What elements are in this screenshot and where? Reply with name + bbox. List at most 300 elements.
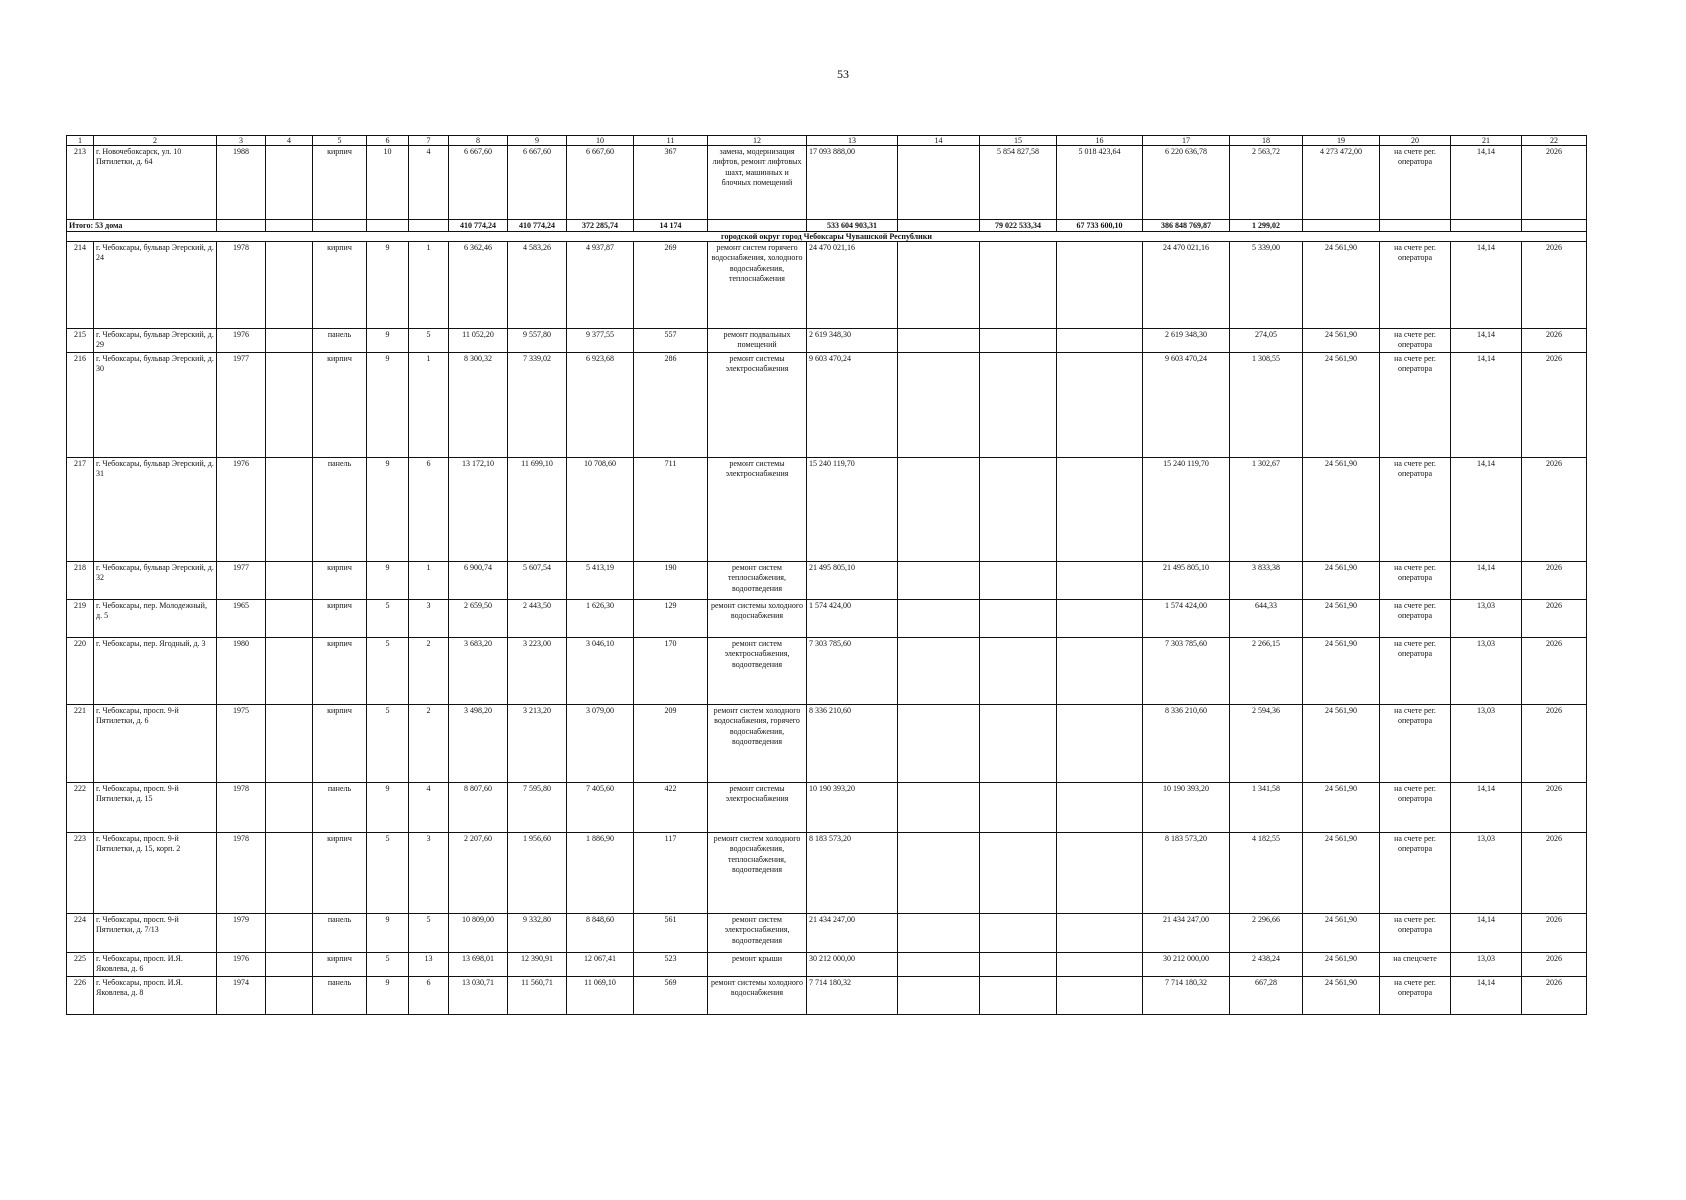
cell-work: ремонт систем холодного водоснабжения, горячего водоснабжения, водоотведения <box>708 705 807 783</box>
cell-wall: панель <box>313 783 367 833</box>
cell-unit-cost: 274,05 <box>1230 329 1303 353</box>
cell-limit: 24 561,90 <box>1303 833 1380 914</box>
cell-c16 <box>1057 833 1143 914</box>
cell-area-res: 4 937,87 <box>567 242 634 329</box>
cell-c15 <box>980 353 1057 458</box>
cell-c4 <box>266 977 313 1015</box>
cell-limit: 24 561,90 <box>1303 600 1380 638</box>
cell-term: 2026 <box>1522 833 1587 914</box>
total-area-total: 410 774,24 <box>449 220 508 232</box>
cell-unit-cost: 3 833,38 <box>1230 562 1303 600</box>
total-c16: 67 733 600,10 <box>1057 220 1143 232</box>
cell-cost-total: 10 190 393,20 <box>807 783 898 833</box>
cell-residents: 711 <box>634 458 708 562</box>
cell-area-living: 7 339,02 <box>508 353 567 458</box>
cell-residents: 190 <box>634 562 708 600</box>
cell-c15 <box>980 705 1057 783</box>
cell-wall: кирпич <box>313 353 367 458</box>
section-row <box>67 232 1587 242</box>
cell-area-total: 13 030,71 <box>449 977 508 1015</box>
cell-c4 <box>266 329 313 353</box>
cell-term: 2026 <box>1522 562 1587 600</box>
cell-no: 214 <box>67 242 94 329</box>
cell-area-res: 5 413,19 <box>567 562 634 600</box>
cell-c17: 8 183 573,20 <box>1143 833 1230 914</box>
cell-c4 <box>266 562 313 600</box>
cell-year: 1978 <box>217 833 266 914</box>
cell-rate: 13,03 <box>1451 833 1522 914</box>
cell-rate: 14,14 <box>1451 914 1522 953</box>
table-row <box>67 977 1587 1015</box>
total-cost-total: 533 604 903,31 <box>807 220 898 232</box>
cell-residents: 209 <box>634 705 708 783</box>
cell-no: 226 <box>67 977 94 1015</box>
cell-term: 2026 <box>1522 329 1587 353</box>
cell-residents: 557 <box>634 329 708 353</box>
column-number-row <box>67 136 1587 146</box>
cell-rate: 13,03 <box>1451 638 1522 705</box>
cell-year: 1977 <box>217 562 266 600</box>
cell-c17: 7 714 180,32 <box>1143 977 1230 1015</box>
cell-area-living: 11 699,10 <box>508 458 567 562</box>
cell-cost-total: 8 183 573,20 <box>807 833 898 914</box>
cell-address: г. Чебоксары, просп. И.Я. Яковлева, д. 8 <box>94 977 217 1015</box>
cell-term: 2026 <box>1522 458 1587 562</box>
table-row <box>67 146 1587 220</box>
cell-term: 2026 <box>1522 953 1587 977</box>
cell-c16 <box>1057 458 1143 562</box>
cell-limit: 24 561,90 <box>1303 242 1380 329</box>
column-number: 9 <box>508 136 567 146</box>
cell-area-living: 5 607,54 <box>508 562 567 600</box>
total-residents: 14 174 <box>634 220 708 232</box>
cell-limit: 24 561,90 <box>1303 458 1380 562</box>
cell-wall: панель <box>313 914 367 953</box>
cell-rate: 14,14 <box>1451 329 1522 353</box>
cell-c15 <box>980 914 1057 953</box>
cell-c14 <box>898 600 980 638</box>
total-area-res: 372 285,74 <box>567 220 634 232</box>
cell-unit-cost: 667,28 <box>1230 977 1303 1015</box>
cell-limit: 24 561,90 <box>1303 783 1380 833</box>
cell-address: г. Чебоксары, пер. Ягодный, д. 3 <box>94 638 217 705</box>
table-row <box>67 458 1587 562</box>
cell-c15 <box>980 953 1057 977</box>
cell-limit: 24 561,90 <box>1303 977 1380 1015</box>
cell-c4 <box>266 353 313 458</box>
cell-c16 <box>1057 783 1143 833</box>
cell-year: 1988 <box>217 146 266 220</box>
cell-method: на счете рег. оператора <box>1380 833 1451 914</box>
cell-year: 1976 <box>217 953 266 977</box>
cell-method: на счете рег. оператора <box>1380 783 1451 833</box>
cell-area-res: 9 377,55 <box>567 329 634 353</box>
cell-area-total: 13 698,01 <box>449 953 508 977</box>
table-row <box>67 833 1587 914</box>
cell-unit-cost: 1 308,55 <box>1230 353 1303 458</box>
cell-rate: 14,14 <box>1451 783 1522 833</box>
cell-limit: 24 561,90 <box>1303 353 1380 458</box>
cell-address: г. Чебоксары, просп. И.Я. Яковлева, д. 6 <box>94 953 217 977</box>
cell-area-living: 6 667,60 <box>508 146 567 220</box>
cell-residents: 561 <box>634 914 708 953</box>
column-number: 14 <box>898 136 980 146</box>
cell-entrances: 3 <box>409 600 449 638</box>
cell-cost-total: 17 093 888,00 <box>807 146 898 220</box>
cell-term: 2026 <box>1522 914 1587 953</box>
cell-c15 <box>980 242 1057 329</box>
column-number: 19 <box>1303 136 1380 146</box>
cell-term: 2026 <box>1522 242 1587 329</box>
cell-c16: 5 018 423,64 <box>1057 146 1143 220</box>
cell-unit-cost: 4 182,55 <box>1230 833 1303 914</box>
cell-residents: 569 <box>634 977 708 1015</box>
total-c15: 79 022 533,34 <box>980 220 1057 232</box>
cell-c17: 21 495 805,10 <box>1143 562 1230 600</box>
cell-rate: 14,14 <box>1451 977 1522 1015</box>
cell-cost-total: 7 714 180,32 <box>807 977 898 1015</box>
cell-c4 <box>266 953 313 977</box>
cell-address: г. Чебоксары, бульвар Эгерский, д. 31 <box>94 458 217 562</box>
cell-entrances: 6 <box>409 977 449 1015</box>
cell-address: г. Чебоксары, просп. 9-й Пятилетки, д. 7/13 <box>94 914 217 953</box>
cell-rate: 13,03 <box>1451 705 1522 783</box>
cell-entrances: 2 <box>409 705 449 783</box>
cell-term: 2026 <box>1522 783 1587 833</box>
cell-address: г. Чебоксары, пер. Молодежный, д. 5 <box>94 600 217 638</box>
cell-c4 <box>266 458 313 562</box>
cell-unit-cost: 644,33 <box>1230 600 1303 638</box>
cell-address: г. Чебоксары, бульвар Эгерский, д. 24 <box>94 242 217 329</box>
cell-address: г. Чебоксары, бульвар Эгерский, д. 32 <box>94 562 217 600</box>
cell-c16 <box>1057 638 1143 705</box>
cell-area-living: 1 956,60 <box>508 833 567 914</box>
table-row <box>67 953 1587 977</box>
cell-floors: 9 <box>367 914 409 953</box>
cell-c4 <box>266 242 313 329</box>
cell-c17: 15 240 119,70 <box>1143 458 1230 562</box>
cell-area-total: 6 362,46 <box>449 242 508 329</box>
cell-c4 <box>266 914 313 953</box>
cell-floors: 5 <box>367 953 409 977</box>
cell-c4 <box>266 638 313 705</box>
cell-entrances: 1 <box>409 353 449 458</box>
cell-c14 <box>898 146 980 220</box>
cell-wall: кирпич <box>313 242 367 329</box>
cell-wall: кирпич <box>313 705 367 783</box>
column-number: 18 <box>1230 136 1303 146</box>
cell-c14 <box>898 329 980 353</box>
cell-method: на счете рег. оператора <box>1380 458 1451 562</box>
cell-entrances: 3 <box>409 833 449 914</box>
cell-residents: 117 <box>634 833 708 914</box>
cell-work: ремонт систем электроснабжения, водоотведения <box>708 914 807 953</box>
total-entrances <box>409 220 449 232</box>
cell-no: 225 <box>67 953 94 977</box>
cell-area-total: 2 207,60 <box>449 833 508 914</box>
cell-limit: 24 561,90 <box>1303 914 1380 953</box>
cell-c17: 2 619 348,30 <box>1143 329 1230 353</box>
cell-cost-total: 21 434 247,00 <box>807 914 898 953</box>
cell-rate: 13,03 <box>1451 953 1522 977</box>
cell-wall: панель <box>313 458 367 562</box>
cell-floors: 5 <box>367 600 409 638</box>
cell-c4 <box>266 600 313 638</box>
cell-rate: 13,03 <box>1451 600 1522 638</box>
cell-cost-total: 9 603 470,24 <box>807 353 898 458</box>
cell-c17: 21 434 247,00 <box>1143 914 1230 953</box>
cell-floors: 9 <box>367 329 409 353</box>
cell-rate: 14,14 <box>1451 562 1522 600</box>
cell-residents: 286 <box>634 353 708 458</box>
cell-entrances: 5 <box>409 914 449 953</box>
cell-work: ремонт систем горячего водоснабжения, холодного водоснабжения, теплоснабжения <box>708 242 807 329</box>
cell-c16 <box>1057 705 1143 783</box>
cell-c14 <box>898 783 980 833</box>
cell-c16 <box>1057 329 1143 353</box>
column-number: 7 <box>409 136 449 146</box>
cell-area-living: 11 560,71 <box>508 977 567 1015</box>
cell-area-res: 3 046,10 <box>567 638 634 705</box>
cell-cost-total: 2 619 348,30 <box>807 329 898 353</box>
column-number: 15 <box>980 136 1057 146</box>
cell-c14 <box>898 638 980 705</box>
cell-cost-total: 1 574 424,00 <box>807 600 898 638</box>
column-number: 13 <box>807 136 898 146</box>
cell-method: на счете рег. оператора <box>1380 977 1451 1015</box>
cell-area-res: 7 405,60 <box>567 783 634 833</box>
cell-rate: 14,14 <box>1451 242 1522 329</box>
cell-residents: 422 <box>634 783 708 833</box>
cell-c15 <box>980 329 1057 353</box>
cell-address: г. Чебоксары, бульвар Эгерский, д. 29 <box>94 329 217 353</box>
cell-work: ремонт системы электроснабжения <box>708 353 807 458</box>
cell-work: ремонт систем холодного водоснабжения, теплоснабжения, водоотведения <box>708 833 807 914</box>
column-number: 8 <box>449 136 508 146</box>
cell-no: 213 <box>67 146 94 220</box>
cell-c16 <box>1057 953 1143 977</box>
cell-entrances: 2 <box>409 638 449 705</box>
cell-entrances: 13 <box>409 953 449 977</box>
cell-area-total: 8 300,32 <box>449 353 508 458</box>
cell-year: 1979 <box>217 914 266 953</box>
cell-floors: 9 <box>367 977 409 1015</box>
cell-area-living: 12 390,91 <box>508 953 567 977</box>
cell-c4 <box>266 783 313 833</box>
cell-cost-total: 30 212 000,00 <box>807 953 898 977</box>
cell-no: 220 <box>67 638 94 705</box>
cell-c4 <box>266 705 313 783</box>
cell-c17: 6 220 636,78 <box>1143 146 1230 220</box>
cell-area-res: 3 079,00 <box>567 705 634 783</box>
cell-c16 <box>1057 242 1143 329</box>
total-rate <box>1451 220 1522 232</box>
cell-c17: 7 303 785,60 <box>1143 638 1230 705</box>
cell-work: замена, модернизация лифтов, ремонт лифтовых шахт, машинных и блочных помещений <box>708 146 807 220</box>
cell-area-living: 2 443,50 <box>508 600 567 638</box>
cell-no: 223 <box>67 833 94 914</box>
cell-floors: 5 <box>367 638 409 705</box>
cell-area-living: 9 557,80 <box>508 329 567 353</box>
column-number: 5 <box>313 136 367 146</box>
table-row <box>67 705 1587 783</box>
cell-method: на счете рег. оператора <box>1380 705 1451 783</box>
column-number: 1 <box>67 136 94 146</box>
cell-unit-cost: 2 563,72 <box>1230 146 1303 220</box>
cell-floors: 9 <box>367 458 409 562</box>
column-number: 6 <box>367 136 409 146</box>
cell-address: г. Новочебоксарск, ул. 10 Пятилетки, д. 64 <box>94 146 217 220</box>
cell-c16 <box>1057 600 1143 638</box>
cell-year: 1976 <box>217 329 266 353</box>
cell-residents: 367 <box>634 146 708 220</box>
cell-cost-total: 8 336 210,60 <box>807 705 898 783</box>
cell-area-living: 4 583,26 <box>508 242 567 329</box>
total-unit-cost: 1 299,02 <box>1230 220 1303 232</box>
cell-method: на спецсчете <box>1380 953 1451 977</box>
cell-c4 <box>266 833 313 914</box>
cell-c17: 8 336 210,60 <box>1143 705 1230 783</box>
section-title: городской округ город Чебоксары Чувашской Республики <box>67 232 1587 242</box>
cell-year: 1976 <box>217 458 266 562</box>
column-number: 17 <box>1143 136 1230 146</box>
table-row <box>67 353 1587 458</box>
cell-method: на счете рег. оператора <box>1380 353 1451 458</box>
cell-no: 217 <box>67 458 94 562</box>
cell-wall: кирпич <box>313 146 367 220</box>
cell-method: на счете рег. оператора <box>1380 242 1451 329</box>
cell-area-res: 1 626,30 <box>567 600 634 638</box>
cell-year: 1978 <box>217 242 266 329</box>
total-limit <box>1303 220 1380 232</box>
cell-c14 <box>898 242 980 329</box>
cell-area-total: 10 809,00 <box>449 914 508 953</box>
column-number: 4 <box>266 136 313 146</box>
cell-c14 <box>898 458 980 562</box>
cell-c16 <box>1057 914 1143 953</box>
repair-program-table <box>66 135 1587 1015</box>
table-row <box>67 242 1587 329</box>
total-row <box>67 220 1587 232</box>
cell-residents: 170 <box>634 638 708 705</box>
cell-address: г. Чебоксары, бульвар Эгерский, д. 30 <box>94 353 217 458</box>
total-work <box>708 220 807 232</box>
cell-unit-cost: 2 296,66 <box>1230 914 1303 953</box>
cell-area-living: 7 595,80 <box>508 783 567 833</box>
cell-c16 <box>1057 562 1143 600</box>
cell-area-total: 3 683,20 <box>449 638 508 705</box>
cell-no: 219 <box>67 600 94 638</box>
total-c4 <box>266 220 313 232</box>
cell-entrances: 1 <box>409 242 449 329</box>
cell-address: г. Чебоксары, просп. 9-й Пятилетки, д. 15 <box>94 783 217 833</box>
cell-year: 1978 <box>217 783 266 833</box>
cell-c14 <box>898 353 980 458</box>
cell-area-res: 6 667,60 <box>567 146 634 220</box>
cell-area-total: 2 659,50 <box>449 600 508 638</box>
cell-method: на счете рег. оператора <box>1380 146 1451 220</box>
cell-unit-cost: 5 339,00 <box>1230 242 1303 329</box>
cell-wall: кирпич <box>313 833 367 914</box>
total-floors <box>367 220 409 232</box>
cell-c16 <box>1057 353 1143 458</box>
cell-entrances: 5 <box>409 329 449 353</box>
table-row <box>67 638 1587 705</box>
cell-address: г. Чебоксары, просп. 9-й Пятилетки, д. 6 <box>94 705 217 783</box>
cell-limit: 24 561,90 <box>1303 638 1380 705</box>
cell-cost-total: 21 495 805,10 <box>807 562 898 600</box>
cell-unit-cost: 1 341,58 <box>1230 783 1303 833</box>
cell-limit: 24 561,90 <box>1303 953 1380 977</box>
column-number: 16 <box>1057 136 1143 146</box>
cell-c15 <box>980 458 1057 562</box>
cell-rate: 14,14 <box>1451 146 1522 220</box>
cell-floors: 9 <box>367 562 409 600</box>
cell-area-total: 6 667,60 <box>449 146 508 220</box>
cell-term: 2026 <box>1522 353 1587 458</box>
table-row <box>67 914 1587 953</box>
cell-cost-total: 24 470 021,16 <box>807 242 898 329</box>
column-number: 12 <box>708 136 807 146</box>
cell-limit: 4 273 472,00 <box>1303 146 1380 220</box>
cell-no: 221 <box>67 705 94 783</box>
cell-no: 224 <box>67 914 94 953</box>
cell-area-total: 13 172,10 <box>449 458 508 562</box>
cell-term: 2026 <box>1522 146 1587 220</box>
cell-entrances: 6 <box>409 458 449 562</box>
cell-c17: 9 603 470,24 <box>1143 353 1230 458</box>
column-number: 22 <box>1522 136 1587 146</box>
cell-wall: кирпич <box>313 562 367 600</box>
cell-c15 <box>980 977 1057 1015</box>
total-area-living: 410 774,24 <box>508 220 567 232</box>
cell-floors: 5 <box>367 833 409 914</box>
cell-address: г. Чебоксары, просп. 9-й Пятилетки, д. 15, корп. 2 <box>94 833 217 914</box>
cell-rate: 14,14 <box>1451 353 1522 458</box>
cell-area-res: 12 067,41 <box>567 953 634 977</box>
cell-c15 <box>980 783 1057 833</box>
cell-c14 <box>898 562 980 600</box>
cell-c14 <box>898 953 980 977</box>
total-method <box>1380 220 1451 232</box>
cell-c17: 30 212 000,00 <box>1143 953 1230 977</box>
cell-limit: 24 561,90 <box>1303 329 1380 353</box>
cell-c15: 5 854 827,58 <box>980 146 1057 220</box>
cell-entrances: 1 <box>409 562 449 600</box>
cell-cost-total: 7 303 785,60 <box>807 638 898 705</box>
cell-wall: панель <box>313 329 367 353</box>
cell-limit: 24 561,90 <box>1303 705 1380 783</box>
cell-c17: 1 574 424,00 <box>1143 600 1230 638</box>
cell-work: ремонт системы электроснабжения <box>708 458 807 562</box>
cell-term: 2026 <box>1522 638 1587 705</box>
cell-no: 218 <box>67 562 94 600</box>
total-c17: 386 848 769,87 <box>1143 220 1230 232</box>
cell-area-living: 3 213,20 <box>508 705 567 783</box>
cell-work: ремонт крыши <box>708 953 807 977</box>
cell-c15 <box>980 600 1057 638</box>
cell-work: ремонт систем электроснабжения, водоотведения <box>708 638 807 705</box>
cell-area-total: 6 900,74 <box>449 562 508 600</box>
cell-rate: 14,14 <box>1451 458 1522 562</box>
cell-floors: 9 <box>367 242 409 329</box>
cell-c14 <box>898 833 980 914</box>
column-number: 2 <box>94 136 217 146</box>
cell-area-living: 3 223,00 <box>508 638 567 705</box>
cell-floors: 10 <box>367 146 409 220</box>
cell-entrances: 4 <box>409 783 449 833</box>
cell-work: ремонт подвальных помещений <box>708 329 807 353</box>
